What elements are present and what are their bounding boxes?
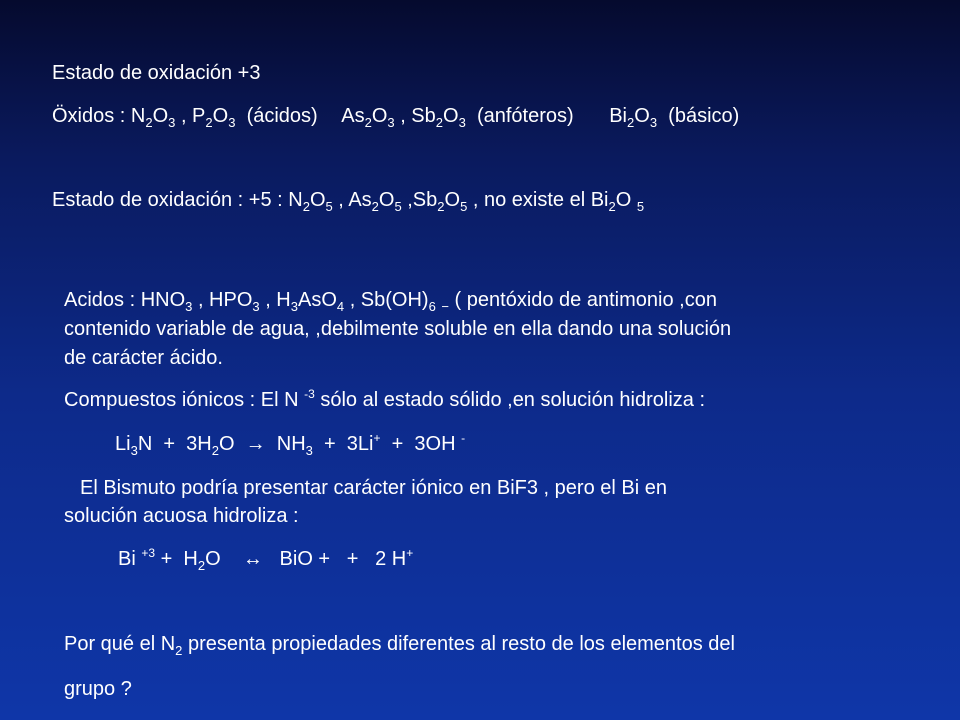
oxidation-5-line: Estado de oxidación : +5 : $N_2O_5$ , $As_2O_5$ $,Sb_2O_5$ , no existe el $Bi_2O$ $_5$ xyxy=(52,189,645,214)
acids-line-1: Acidos : $HNO_3$ , $HPO_3$ , $H_3AsO_4$ , $Sb(OH)_6$ $_-$ ( pentóxido de antimonio ,con xyxy=(64,289,717,314)
bismuth-line-1: El Bismuto podría presentar carácter iónico en BiF3 , pero el Bi en xyxy=(80,477,667,499)
heading-oxidation-3: Estado de oxidación +3 xyxy=(52,62,261,84)
oxides-label: Öxidos : xyxy=(52,105,126,127)
nitride-charge: -3 xyxy=(304,387,315,401)
ionic-line xyxy=(64,387,705,413)
oxides-line: Öxidos : $N_2O_3$ , $P_2O_3$ (ácidos) $As_2O_3$ , $Sb_2O_3$ (anfóteros) $Bi_2O_3$ (básico) xyxy=(52,105,740,130)
ionic-text-after: sólo al estado sólido ,en solución hidroliza : xyxy=(320,389,706,411)
ionic-text-before: Compuestos iónicos : El N xyxy=(64,389,299,411)
oxidation-5-label: Estado de oxidación : +5 : xyxy=(52,189,283,211)
amphoteric-note: (anfóteros) xyxy=(476,105,574,127)
equation-2-arrow: ↔ xyxy=(242,548,263,570)
acids-label: Acidos : HNO xyxy=(64,289,186,311)
question-before: Por qué el N xyxy=(64,633,176,655)
acids-line-2: contenido variable de agua, ,debilmente soluble en ella dando una solución xyxy=(64,318,732,340)
question-line-2: grupo ? xyxy=(64,678,132,700)
basic-note: (básico) xyxy=(668,105,740,127)
acids-note: ( pentóxido de antimonio ,con xyxy=(454,289,717,311)
equation-1-arrow: → xyxy=(245,433,266,455)
question-line-1: Por qué el $N_2$ presenta propiedades diferentes al resto de los elementos del xyxy=(64,633,735,658)
equation-bismuth-hydrolysis: Bi $^{+3} + H_2O$ ↔ BiO + + 2 H+ xyxy=(118,546,414,573)
bismuth-line-2: solución acuosa hidroliza : xyxy=(64,505,299,527)
acid-note: (ácidos) xyxy=(246,105,318,127)
acids-line-3: de carácter ácido. xyxy=(64,347,223,369)
no-exist-text: , no existe el Bi xyxy=(472,189,609,211)
question-after: presenta propiedades diferentes al resto de los elementos del xyxy=(187,633,735,655)
equation-nitride-hydrolysis: $Li_3N + 3H_2O \to NH_3 + 3Li^+ + 3OH$ - xyxy=(115,431,466,458)
